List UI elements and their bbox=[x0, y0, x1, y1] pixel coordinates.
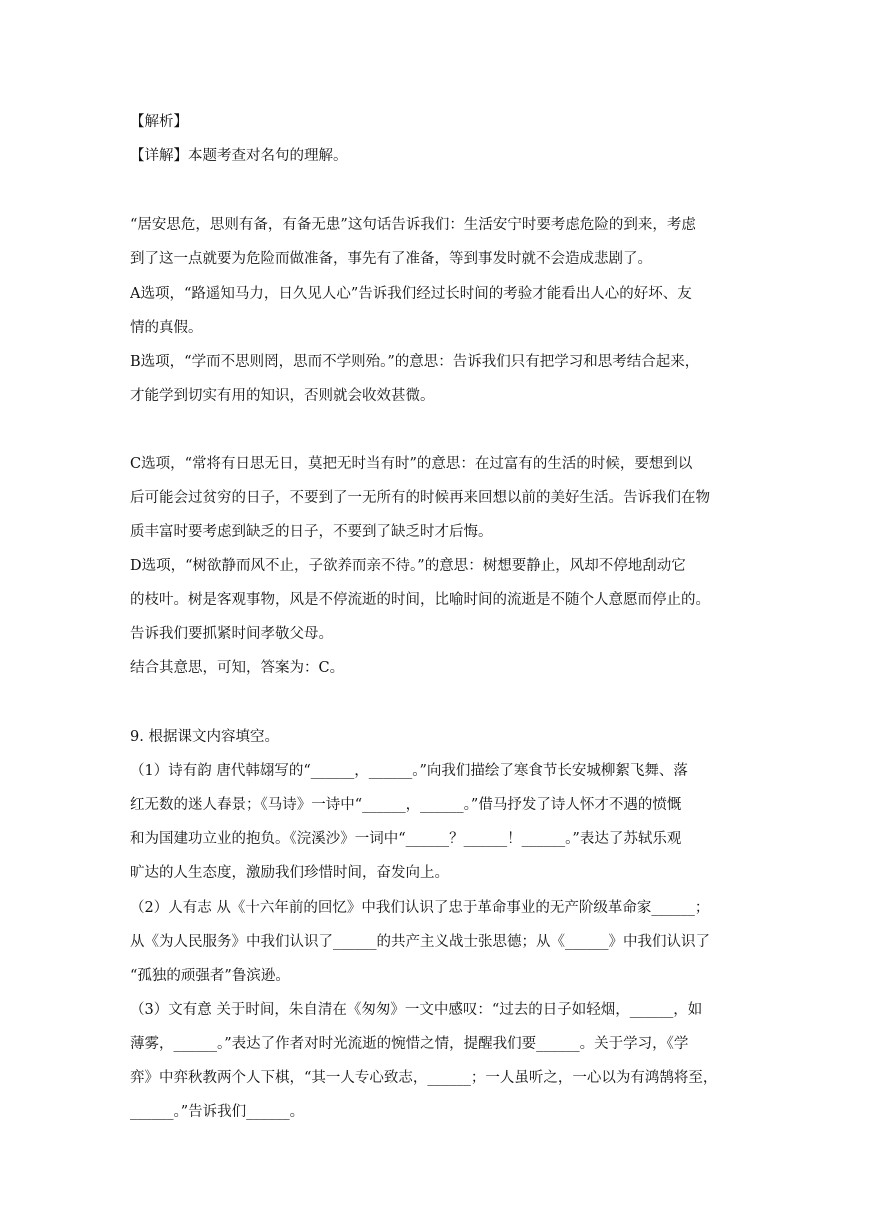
question-9-line: （2）人有志 从《十六年前的回忆》中我们认识了忠于革命事业的无产阶级革命家______； bbox=[130, 900, 710, 916]
question-9-line: 红无数的迷人春景；《马诗》一诗中“______，______。”借马抒发了诗人怀才不遇的愤慨 bbox=[130, 797, 682, 813]
option-d-line: 的枝叶。树是客观事物，风是不停流逝的时间，比喻时间的流逝是不随个人意愿而停止的。 bbox=[130, 592, 710, 608]
analysis-paragraph-line: 到了这一点就要为危险而做准备，事先有了准备，等到事发时就不会造成悲剧了。 bbox=[130, 251, 652, 267]
question-9-line: （1）诗有韵 唐代韩翃写的“______，______。”向我们描绘了寒食节长安城柳絮飞舞、落 bbox=[130, 763, 688, 779]
analysis-paragraph-line: “居安思危，思则有备，有备无患”这句话告诉我们：生活安宁时要考虑危险的到来，考虑 bbox=[130, 217, 696, 233]
option-d-line: D选项，“树欲静而风不止，子欲养而亲不待。”的意思：树想要静止，风却不停地刮动它 bbox=[130, 558, 686, 574]
answer-line: 结合其意思，可知，答案为：C。 bbox=[130, 660, 345, 676]
question-9-line: ______。”告诉我们______。 bbox=[130, 1104, 305, 1120]
option-c-line: C选项，“常将有日思无日，莫把无时当有时”的意思：在过富有的生活的时候，要想到以 bbox=[130, 456, 693, 472]
option-c-line: 质丰富时要考虑到缺乏的日子，不要到了缺乏时才后悔。 bbox=[130, 524, 493, 540]
option-d-line: 告诉我们要抓紧时间孝敬父母。 bbox=[130, 626, 333, 642]
option-a-line: 情的真假。 bbox=[130, 320, 203, 336]
question-9-line: 弈》中弈秋教两个人下棋，“其一人专心致志，______；一人虽听之，一心以为有鸿鹄将至， bbox=[130, 1070, 718, 1086]
question-9-line: 从《为人民服务》中我们认识了______的共产主义战士张思德；从《______》中我们认识了 bbox=[130, 934, 710, 950]
option-c-line: 后可能会过贫穷的日子，不要到了一无所有的时候再来回想以前的美好生活。告诉我们在物 bbox=[130, 490, 710, 506]
question-9-line: 旷达的人生态度，激励我们珍惜时间，奋发向上。 bbox=[130, 865, 449, 881]
question-9-title: 9. 根据课文内容填空。 bbox=[130, 729, 279, 745]
analysis-detail: 【详解】本题考查对名句的理解。 bbox=[130, 148, 348, 164]
option-a-line: A选项，“路遥知马力，日久见人心”告诉我们经过长时间的考验才能看出人心的好坏、友 bbox=[130, 286, 692, 302]
question-9-line: “孤独的顽强者”鲁滨逊。 bbox=[130, 968, 290, 984]
question-9-line: 薄雾，______。”表达了作者对时光流逝的惋惜之情，提醒我们要______。关于学习，《学 bbox=[130, 1036, 689, 1052]
question-9-line: （3）文有意 关于时间，朱自清在《匆匆》一文中感叹：“过去的日子如轻烟，______，如 bbox=[130, 1002, 703, 1018]
option-b-line: B选项，“学而不思则罔，思而不学则殆。”的意思：告诉我们只有把学习和思考结合起来， bbox=[130, 354, 700, 370]
analysis-heading: 【解析】 bbox=[130, 114, 188, 130]
option-b-line: 才能学到切实有用的知识，否则就会收效甚微。 bbox=[130, 388, 435, 404]
question-9-line: 和为国建功立业的抱负。《浣溪沙》一词中“______？______！______。”表达了苏轼乐观 bbox=[130, 831, 682, 847]
